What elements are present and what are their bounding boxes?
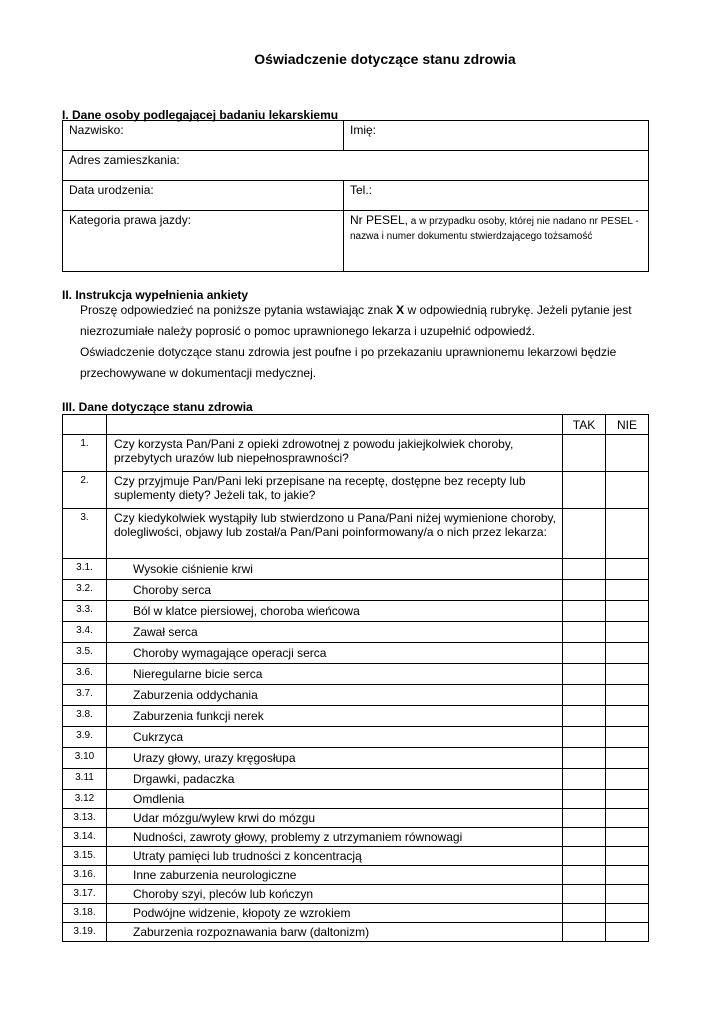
answer-no-cell[interactable] <box>606 828 649 847</box>
surname-field[interactable] <box>63 121 344 151</box>
question-text: Czy przyjmuje Pan/Pani leki przepisane na receptę, dostępne bez recepty lub suplementy diety? Jeżeli tak, to jakie? <box>107 472 563 509</box>
answer-no-cell[interactable] <box>606 809 649 828</box>
first-name-field[interactable] <box>344 121 649 151</box>
question-text: Nieregularne bicie serca <box>107 664 563 685</box>
answer-no-cell[interactable] <box>606 664 649 685</box>
question-number: 3.13. <box>63 809 107 828</box>
answer-no-cell[interactable] <box>606 559 649 580</box>
answer-yes-cell[interactable] <box>563 601 606 622</box>
question-number: 3.1. <box>63 559 107 580</box>
question-text: Drgawki, padaczka <box>107 769 563 790</box>
instruction-paragraph-2: Oświadczenie dotyczące stanu zdrowia jest poufne i po przekazaniu uprawnionemu lekarzowi będzie przechowywane w dokumentacji medycznej. <box>80 345 617 380</box>
question-row <box>63 435 649 472</box>
answer-yes-cell[interactable] <box>563 866 606 885</box>
phone-label: Tel.: <box>350 183 373 197</box>
first-name-label: Imię: <box>350 123 377 137</box>
sub-question-row <box>63 904 649 923</box>
answer-no-cell[interactable] <box>606 727 649 748</box>
section-2-heading: II. Instrukcja wypełnienia ankiety <box>62 288 249 302</box>
question-number: 1. <box>63 435 107 472</box>
phone-field[interactable] <box>344 181 649 211</box>
question-text: Utraty pamięci lub trudności z koncentracją <box>107 847 563 866</box>
sub-question-row <box>63 885 649 904</box>
question-number: 3.15. <box>63 847 107 866</box>
answer-yes-cell[interactable] <box>563 727 606 748</box>
sub-question-row <box>63 790 649 809</box>
answer-no-cell[interactable] <box>606 643 649 664</box>
question-number: 3.5. <box>63 643 107 664</box>
answer-yes-cell[interactable] <box>563 685 606 706</box>
question-text: Zawał serca <box>107 622 563 643</box>
question-text: Nudności, zawroty głowy, problemy z utrzymaniem równowagi <box>107 828 563 847</box>
answer-no-cell[interactable] <box>606 472 649 509</box>
answer-yes-cell[interactable] <box>563 664 606 685</box>
question-number: 3. <box>63 509 107 559</box>
sub-question-row <box>63 559 649 580</box>
sub-question-row <box>63 685 649 706</box>
question-number: 3.4. <box>63 622 107 643</box>
answer-no-cell[interactable] <box>606 847 649 866</box>
question-text: Zaburzenia funkcji nerek <box>107 706 563 727</box>
document-title: Oświadczenie dotyczące stanu zdrowia <box>254 51 516 67</box>
answer-no-cell[interactable] <box>606 706 649 727</box>
question-row <box>63 509 649 559</box>
question-number: 3.6. <box>63 664 107 685</box>
question-number: 3.11 <box>63 769 107 790</box>
answer-no-cell[interactable] <box>606 769 649 790</box>
question-text: Choroby serca <box>107 580 563 601</box>
pesel-field[interactable] <box>344 211 649 272</box>
answer-no-cell[interactable] <box>606 580 649 601</box>
instruction-text-b: w odpowiednią rubrykę. Jeżeli pytanie jest niezrozumiałe należy poprosić o pomoc uprawnionego lekarza i uzupełnić odpowiedź. <box>80 303 632 338</box>
sub-question-row <box>63 664 649 685</box>
question-text: Zaburzenia oddychania <box>107 685 563 706</box>
sub-question-row <box>63 769 649 790</box>
answer-no-cell[interactable] <box>606 790 649 809</box>
question-number: 3.19. <box>63 923 107 942</box>
answer-yes-cell[interactable] <box>563 748 606 769</box>
question-number: 3.2. <box>63 580 107 601</box>
answer-no-cell[interactable] <box>606 904 649 923</box>
header-empty-cell <box>107 415 563 435</box>
answer-yes-cell[interactable] <box>563 885 606 904</box>
answer-yes-cell[interactable] <box>563 923 606 942</box>
question-text: Cukrzyca <box>107 727 563 748</box>
question-text: Choroby szyi, pleców lub kończyn <box>107 885 563 904</box>
answer-no-cell[interactable] <box>606 923 649 942</box>
question-number: 3.14. <box>63 828 107 847</box>
question-number: 3.18. <box>63 904 107 923</box>
instruction-paragraph-1 <box>80 300 660 342</box>
question-number: 3.8. <box>63 706 107 727</box>
question-number: 2. <box>63 472 107 509</box>
sub-question-row <box>63 748 649 769</box>
question-text: Ból w klatce piersiowej, choroba wieńcowa <box>107 601 563 622</box>
address-label: Adres zamieszkania: <box>69 153 180 167</box>
question-number: 3.3. <box>63 601 107 622</box>
table-header-row <box>63 415 649 435</box>
sub-question-row <box>63 706 649 727</box>
answer-no-cell[interactable] <box>606 685 649 706</box>
sub-question-row <box>63 601 649 622</box>
question-number: 3.10 <box>63 748 107 769</box>
sub-question-row <box>63 828 649 847</box>
answer-yes-cell[interactable] <box>563 847 606 866</box>
health-questionnaire-table <box>62 414 649 942</box>
section-1-heading: I. Dane osoby podlegającej badaniu lekarskiemu <box>62 108 339 122</box>
address-field[interactable] <box>63 151 649 181</box>
birth-date-field[interactable] <box>63 181 344 211</box>
answer-yes-cell[interactable] <box>563 435 606 472</box>
answer-no-cell[interactable] <box>606 601 649 622</box>
answer-no-cell[interactable] <box>606 435 649 472</box>
answer-yes-cell[interactable] <box>563 769 606 790</box>
question-text: Czy korzysta Pan/Pani z opieki zdrowotnej z powodu jakiejkolwiek choroby, przebytych urazów lub niepełnosprawności? <box>107 435 563 472</box>
license-category-field[interactable] <box>63 211 344 272</box>
question-text: Udar mózgu/wylew krwi do mózgu <box>107 809 563 828</box>
sub-question-row <box>63 622 649 643</box>
header-empty-cell <box>63 415 107 435</box>
column-header-yes: TAK <box>563 415 606 435</box>
personal-data-table <box>62 120 649 272</box>
pesel-note: a w przypadku osoby, której nie nadano nr PESEL - nazwa i numer dokumentu stwierdzającego tożsamość <box>350 216 639 242</box>
question-number: 3.12 <box>63 790 107 809</box>
answer-no-cell[interactable] <box>606 885 649 904</box>
answer-yes-cell[interactable] <box>563 706 606 727</box>
sub-question-row <box>63 727 649 748</box>
question-number: 3.16. <box>63 866 107 885</box>
question-number: 3.17. <box>63 885 107 904</box>
answer-yes-cell[interactable] <box>563 622 606 643</box>
answer-yes-cell[interactable] <box>563 790 606 809</box>
instruction-mark: X <box>396 303 405 317</box>
question-text: Zaburzenia rozpoznawania barw (daltonizm) <box>107 923 563 942</box>
question-number: 3.7. <box>63 685 107 706</box>
section-3-heading: III. Dane dotyczące stanu zdrowia <box>62 400 253 414</box>
answer-yes-cell[interactable] <box>563 559 606 580</box>
question-text: Wysokie ciśnienie krwi <box>107 559 563 580</box>
question-text: Omdlenia <box>107 790 563 809</box>
column-header-no: NIE <box>606 415 649 435</box>
question-text: Czy kiedykolwiek wystąpiły lub stwierdzono u Pana/Pani niżej wymienione choroby, dolegliwości, objawy lub został/a Pan/Pani poinformowany/a o nich przez lekarza: <box>107 509 563 559</box>
question-text: Inne zaburzenia neurologiczne <box>107 866 563 885</box>
answer-yes-cell[interactable] <box>563 580 606 601</box>
license-category-label: Kategoria prawa jazdy: <box>69 213 192 227</box>
sub-question-row <box>63 809 649 828</box>
surname-label: Nazwisko: <box>69 123 124 137</box>
sub-question-row <box>63 866 649 885</box>
answer-yes-cell[interactable] <box>563 509 606 559</box>
question-text: Choroby wymagające operacji serca <box>107 643 563 664</box>
question-text: Urazy głowy, urazy kręgosłupa <box>107 748 563 769</box>
sub-question-row <box>63 643 649 664</box>
answer-no-cell[interactable] <box>606 622 649 643</box>
answer-yes-cell[interactable] <box>563 904 606 923</box>
sub-question-row <box>63 847 649 866</box>
sub-question-row <box>63 580 649 601</box>
question-number: 3.9. <box>63 727 107 748</box>
answer-yes-cell[interactable] <box>563 828 606 847</box>
birth-date-label: Data urodzenia: <box>69 183 154 197</box>
sub-question-row <box>63 923 649 942</box>
answer-yes-cell[interactable] <box>563 643 606 664</box>
answer-yes-cell[interactable] <box>563 809 606 828</box>
answer-no-cell[interactable] <box>606 866 649 885</box>
answer-no-cell[interactable] <box>606 509 649 559</box>
answer-yes-cell[interactable] <box>563 472 606 509</box>
question-row <box>63 472 649 509</box>
question-text: Podwójne widzenie, kłopoty ze wzrokiem <box>107 904 563 923</box>
answer-no-cell[interactable] <box>606 748 649 769</box>
pesel-label: Nr PESEL, <box>350 213 409 227</box>
instruction-text-a: Proszę odpowiedzieć na poniższe pytania wstawiając znak <box>80 303 397 317</box>
